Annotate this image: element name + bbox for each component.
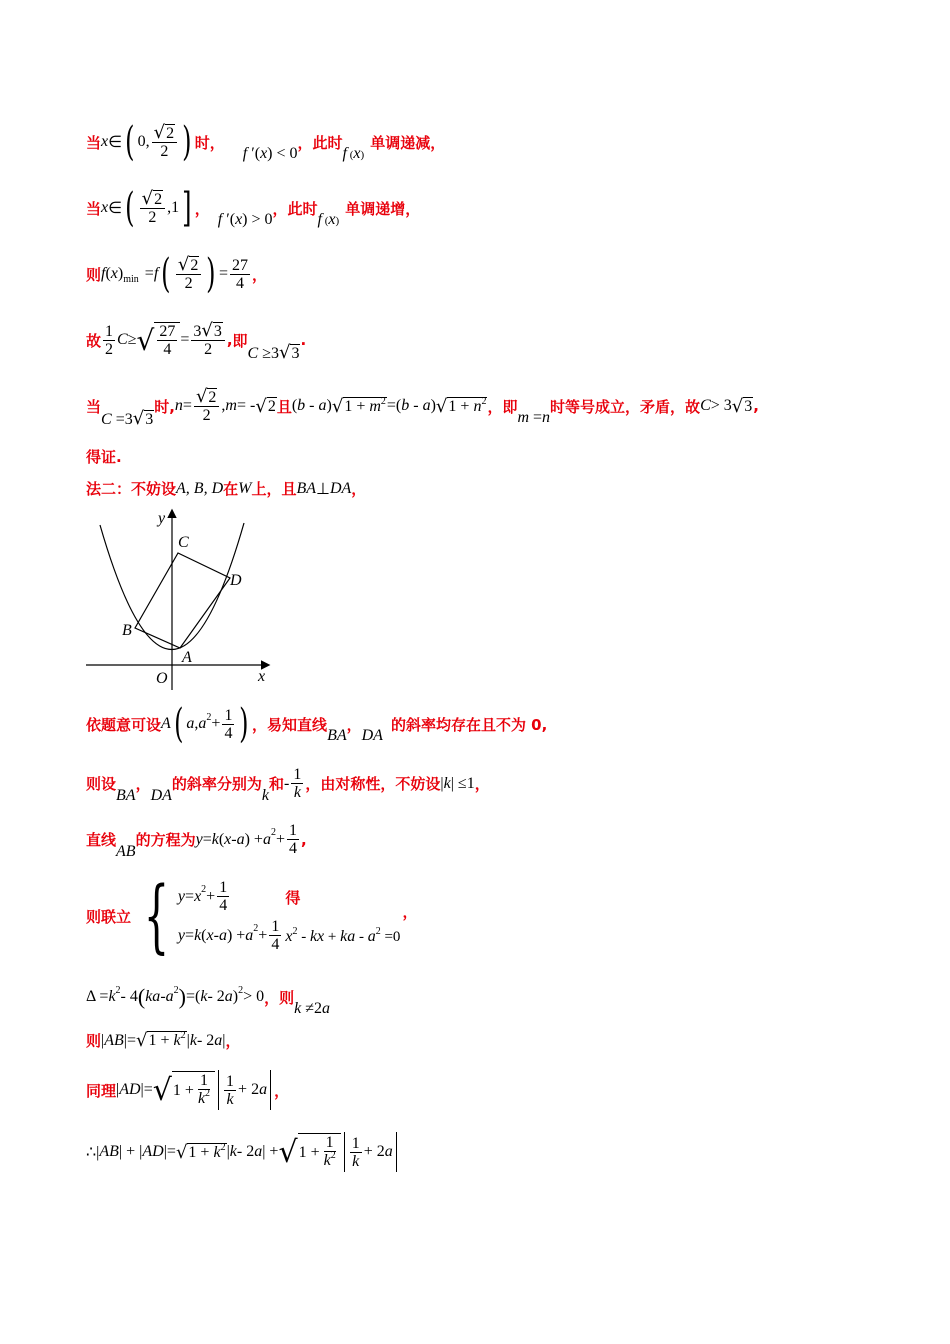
text: 且	[276, 397, 292, 416]
text: ，即	[487, 397, 518, 416]
line-8: 依题意可设 A ( a , a 2 + $\frac{1}{4}$ ) ，易知直线 BA ， DA 的斜率均存在且不为 0,	[86, 701, 548, 747]
line-1: 当 x ∈ ( 0, $\frac{√2}{2}$ ) 时， f ′(x) < 0 ，此时 f (x) 单调递减，	[86, 119, 446, 165]
text: 得	[285, 888, 301, 907]
text: ，此时	[297, 133, 343, 152]
parabola-figure	[82, 505, 282, 695]
text: 当	[86, 397, 102, 416]
rectangle-abcd	[135, 553, 230, 648]
line-3: 则 f ( x ) min = f ( $\frac{√2}{2}$ ) = $\frac{27}{4}$ ，	[86, 251, 268, 297]
text: 则设	[86, 775, 117, 793]
line-6	[86, 446, 122, 467]
text: .	[300, 331, 307, 349]
text: ，	[474, 775, 490, 793]
line-15: ∴| AB | + | AD |= √ $1 + k^2$ | k - 2 a | + √ 1 + $\frac{1}{k^2}$ $\frac{1}{k}$ + 2 a	[86, 1132, 400, 1172]
text: 故	[86, 331, 102, 350]
text: ，	[351, 480, 367, 498]
text: 则	[279, 988, 295, 1007]
text: 单调递增，	[345, 199, 421, 218]
text: 法二：不妨设	[86, 480, 177, 498]
line-11: 则联立 { y = x 2 + $\frac{1}{4}$ y = k ( x - a ) + a 2 + $\frac{1}{4}$ 得 $x^2$ - kx + ka - $a^2 =0$ ，	[86, 869, 418, 962]
text: 则	[86, 265, 102, 284]
text: 时,	[154, 397, 175, 416]
text: 即	[232, 331, 248, 350]
text: ，易知直线	[252, 715, 328, 734]
origin-label: O	[156, 670, 168, 687]
text: ，此时	[272, 199, 318, 218]
line-9: 则设 BA ， DA 的斜率分别为 k 和 - $\frac{1}{k}$ ，由对称性，不妨设 |k| ≤1 ，	[86, 766, 490, 804]
x-label: x	[258, 668, 266, 685]
text: ,	[300, 830, 307, 849]
point-d-label: D	[230, 572, 242, 589]
text: 在	[223, 480, 239, 498]
text: 上，且	[251, 480, 297, 498]
line-5: 当 C =3√3 时, n = $\frac{√2}{2}$ , m = - √ 2 且 (b - a) √ $1 + m^2$ =(b - a) √ $1 + n^2$ ，即 m =n 时等号成立，矛盾，故 C > 3 √ 3 ,	[86, 386, 759, 429]
text: ，	[402, 902, 418, 921]
text: ,	[753, 397, 759, 415]
line-2: 当 x ∈ ( $\frac{√2}{2}$ ,1 ] ， f ′(x) > 0 ，此时 f (x) 单调递增，	[86, 185, 421, 231]
line-14: 同理 | AD |= √ 1 + $\frac{1}{k^2}$ $\frac{1}{k}$ + 2 a ，	[86, 1070, 289, 1110]
point-b-label: B	[122, 622, 132, 639]
text: 依题意可设	[86, 715, 162, 734]
line-7: 法二：不妨设 A, B, D 在 W 上，且 BA ⊥ DA ，	[86, 479, 367, 498]
text: ，	[252, 265, 268, 284]
line-10: 直线 AB 的方程为 y = k ( x - a ) + a 2 + $\frac{1}{4}$ ,	[86, 822, 307, 860]
text: 单调递减，	[370, 133, 446, 152]
y-label: y	[158, 510, 166, 527]
text: 时等号成立，矛盾，故	[550, 397, 701, 416]
point-c-label: C	[178, 534, 189, 551]
text: 时，	[194, 133, 225, 152]
text: ，由对称性，不妨设	[305, 775, 441, 793]
line-4: 故 $\frac{1}{2}$ C ≥ √ $\frac{27}{4}$ = $\frac{3√3}{2}$ , 即 C ≥3√3 .	[86, 320, 307, 363]
text: 的斜率分别为	[171, 775, 262, 793]
text: 当	[86, 199, 102, 218]
text: 同理	[86, 1081, 117, 1100]
text: 和	[269, 775, 285, 793]
text: 的斜率均存在且不为 0,	[390, 715, 548, 734]
text: 当	[86, 133, 102, 152]
text: 则联立	[86, 907, 132, 926]
point-a-label: A	[182, 649, 192, 666]
text: 直线	[86, 831, 117, 849]
text: 得证.	[86, 448, 122, 466]
text: 则	[86, 1032, 102, 1050]
text: 的方程为	[135, 831, 196, 849]
line-13: 则 | AB |= √ $1 + k^2$ | k - 2 a | ，	[86, 1030, 241, 1051]
line-12: Δ = k 2 - 4 ( ka - a 2 ) =( k - 2 a ) 2 > 0 ， 则 k ≠2a	[86, 984, 331, 1017]
